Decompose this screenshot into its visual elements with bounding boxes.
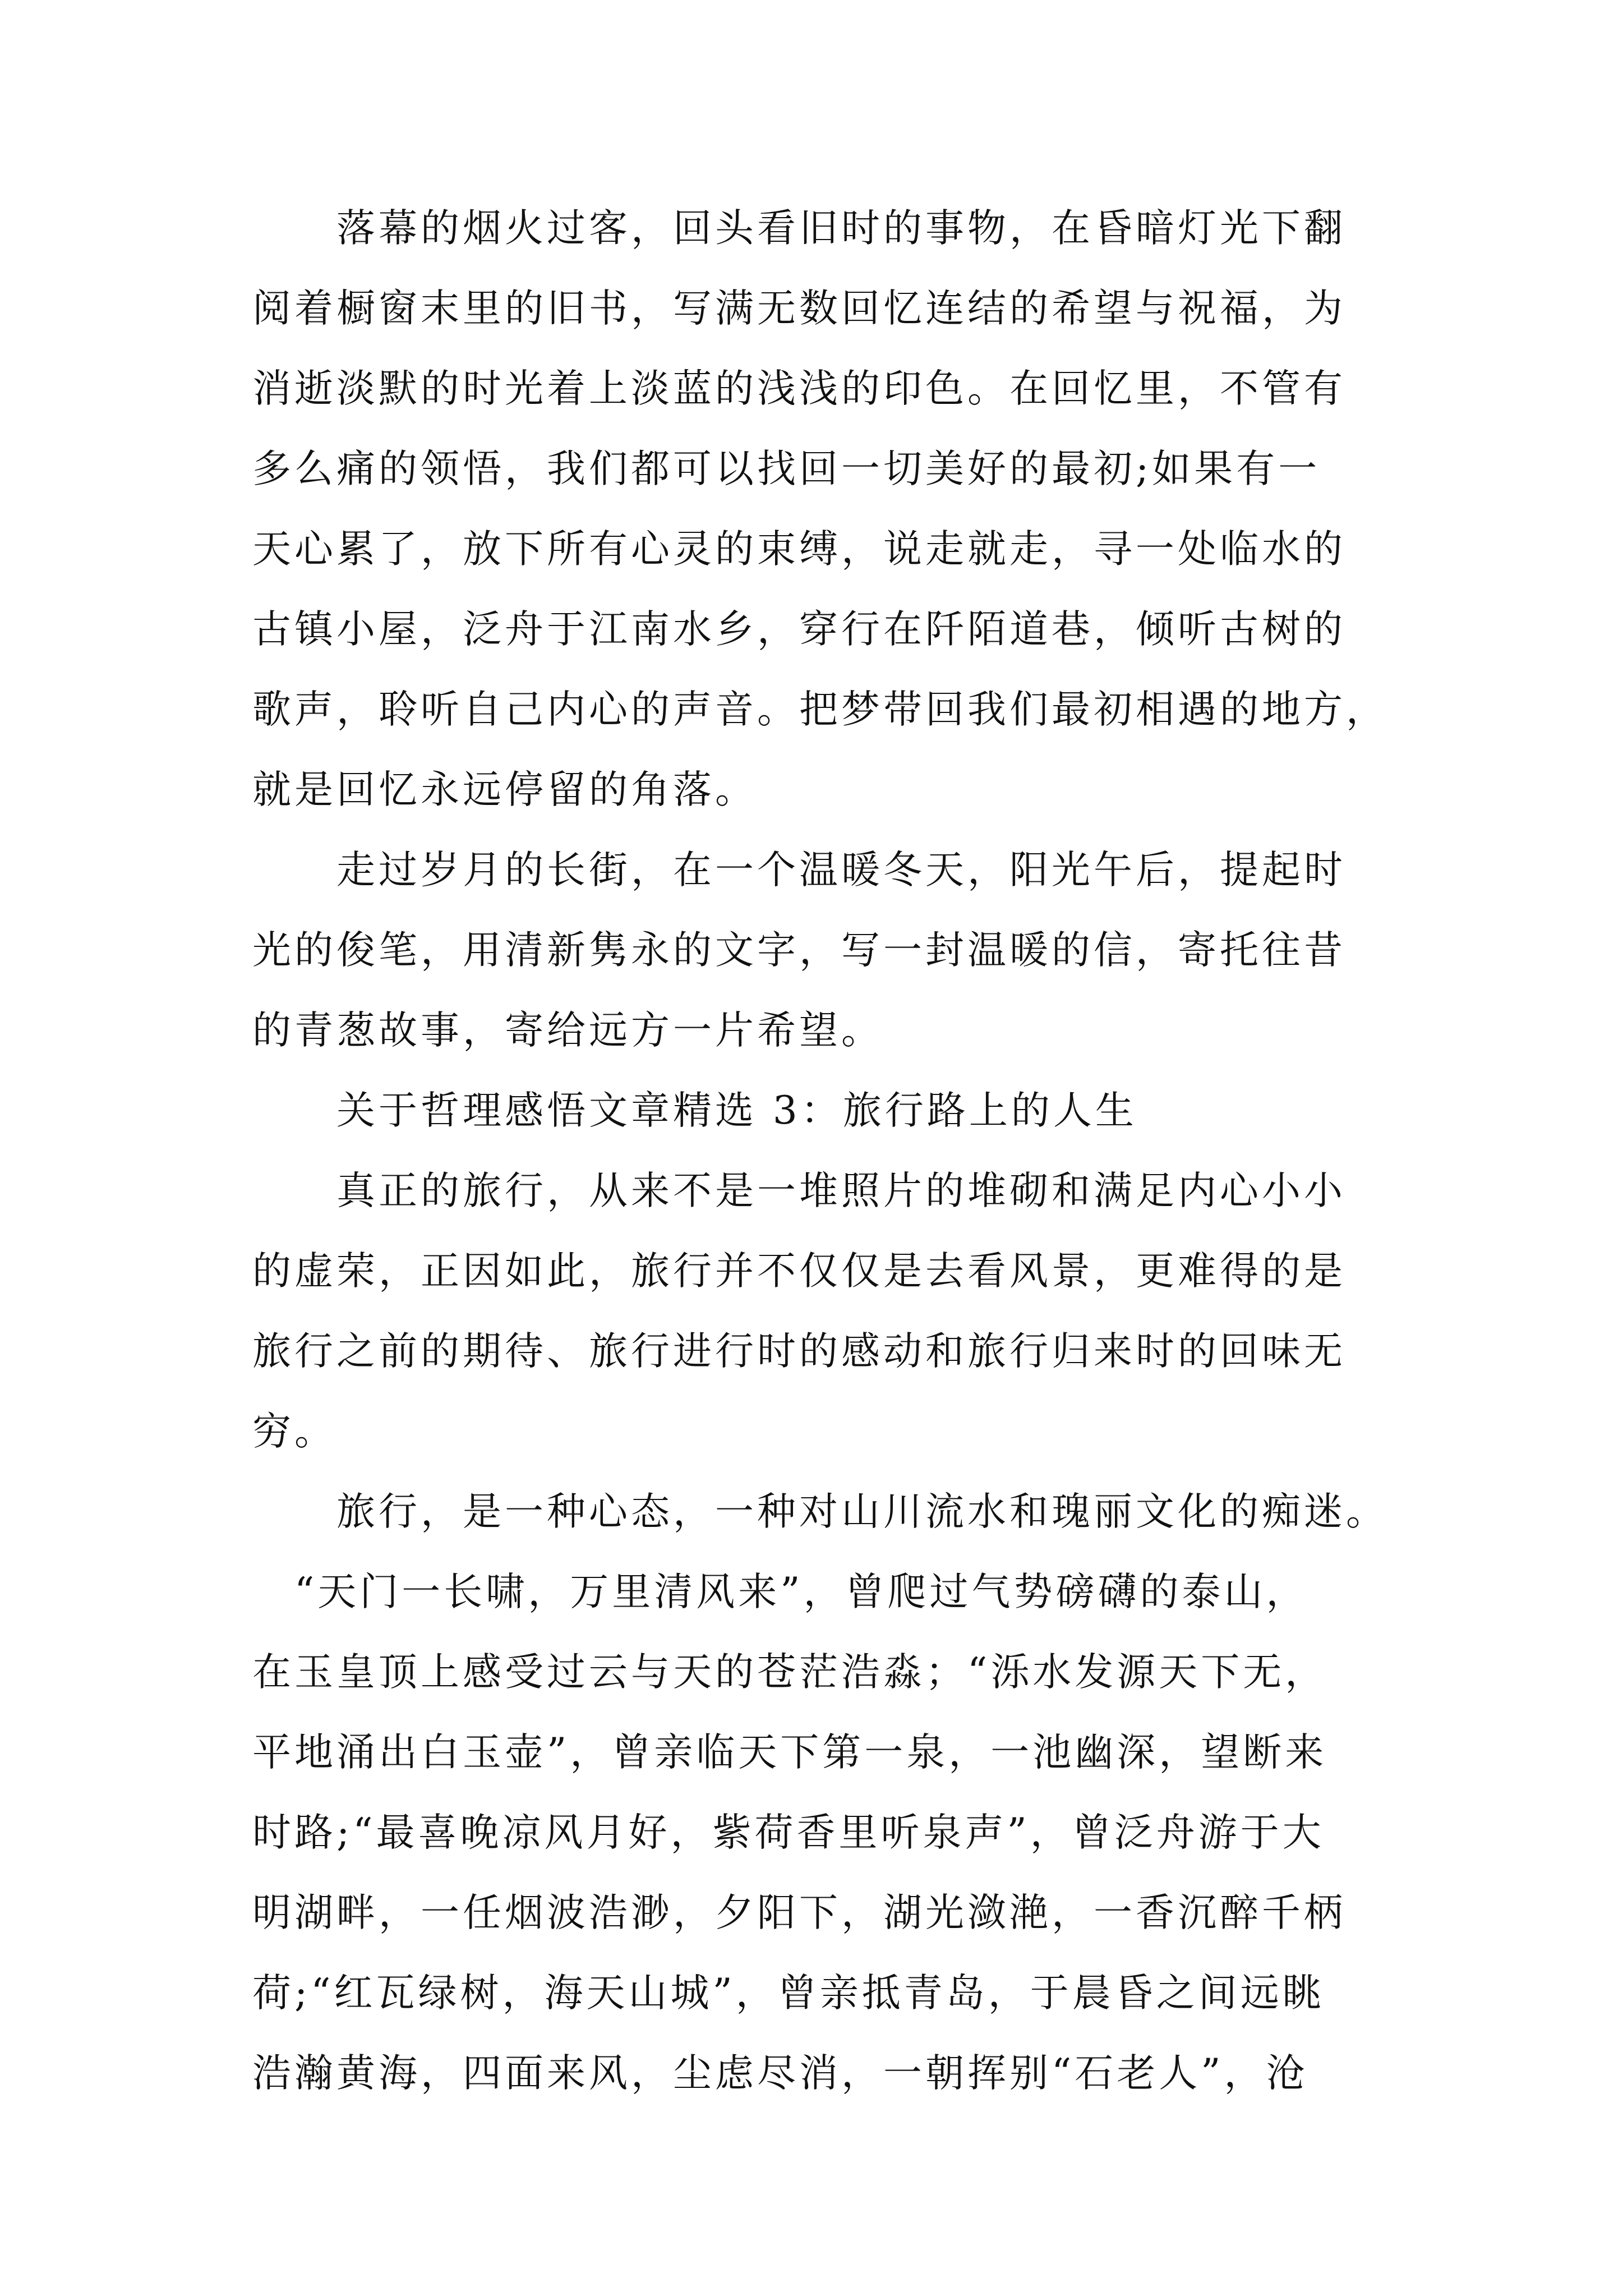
text-line: 时路;“最喜晚凉风月好，紫荷香里听泉声”，曾泛舟游于大 <box>252 1810 1325 1855</box>
text-line: 天心累了，放下所有心灵的束缚，说走就走，寻一处临水的 <box>252 527 1346 572</box>
text-line: 的虚荣，正因如此，旅行并不仅仅是去看风景，更难得的是 <box>252 1249 1346 1294</box>
text-line: 多么痛的领悟，我们都可以找回一切美好的最初;如果有一 <box>252 447 1321 491</box>
text-line: “天门一长啸，万里清风来”，曾爬过气势磅礴的泰山， <box>252 1570 1308 1614</box>
text-line: 真正的旅行，从来不是一堆照片的堆砌和满足内心小小 <box>252 1168 1346 1213</box>
text-line: 旅行之前的期待、旅行进行时的感动和旅行归来时的回味无 <box>252 1329 1346 1374</box>
text-line: 走过岁月的长街，在一个温暖冬天，阳光午后，提起时 <box>252 848 1346 892</box>
text-line: 古镇小屋，泛舟于江南水乡，穿行在阡陌道巷，倾听古树的 <box>252 607 1346 652</box>
text-line: 明湖畔，一任烟波浩渺，夕阳下，湖光潋滟，一香沉醉千柄 <box>252 1890 1346 1935</box>
text-line: 在玉皇顶上感受过云与天的苍茫浩淼；“泺水发源天下无， <box>252 1650 1327 1695</box>
text-line: 光的俊笔，用清新隽永的文字，写一封温暖的信，寄托往昔 <box>252 928 1346 973</box>
text-line: 歌声，聆听自己内心的声音。把梦带回我们最初相遇的地方， <box>252 687 1388 732</box>
text-line: 的青葱故事，寄给远方一片希望。 <box>252 1008 883 1053</box>
text-line: 平地涌出白玉壶”，曾亲临天下第一泉，一池幽深，望断来 <box>252 1730 1327 1775</box>
text-line: 穷。 <box>252 1409 336 1454</box>
text-line: 旅行，是一种心态，一种对山川流水和瑰丽文化的痴迷。 <box>252 1489 1388 1534</box>
text-line: 就是回忆永远停留的角落。 <box>252 767 757 812</box>
text-line: 阅着橱窗末里的旧书，写满无数回忆连结的希望与祝福，为 <box>252 286 1346 331</box>
text-line: 荷;“红瓦绿树，海天山城”，曾亲抵青岛，于晨昏之间远眺 <box>252 1971 1325 2016</box>
text-line: 落幕的烟火过客，回头看旧时的事物，在昏暗灯光下翻 <box>252 206 1346 251</box>
text-line: 浩瀚黄海，四面来风，尘虑尽消，一朝挥别“石老人”，沧 <box>252 2051 1308 2096</box>
section-heading: 关于哲理感悟文章精选 3：旅行路上的人生 <box>252 1088 1137 1133</box>
text-line: 消逝淡默的时光着上淡蓝的浅浅的印色。在回忆里，不管有 <box>252 366 1346 411</box>
